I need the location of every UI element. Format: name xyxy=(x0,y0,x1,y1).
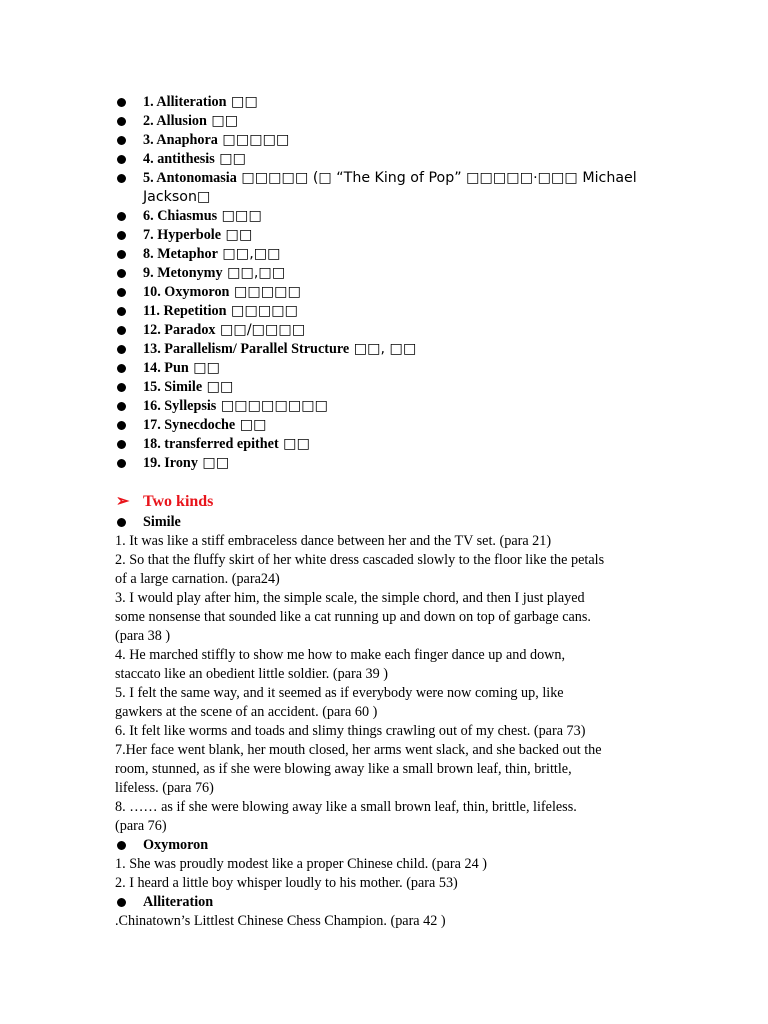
term-translation: □□ xyxy=(214,151,247,167)
term-label: 18. transferred epithet xyxy=(143,436,279,452)
term-item xyxy=(115,131,675,150)
group-title-alliteration xyxy=(115,893,655,912)
term-item xyxy=(115,112,675,131)
term-item xyxy=(115,150,675,169)
example-line: 2. I heard a little boy whisper loudly to his mother. (para 53) xyxy=(115,875,458,891)
example-line: room, stunned, as if she were blowing away like a small brown leaf, thin, brittle, xyxy=(115,761,572,777)
term-translation: □□□□□ xyxy=(226,303,299,319)
term-label: 2. Allusion xyxy=(143,113,207,129)
term-translation: □□□□□ (□ “The King of Pop” □□□□□·□□□ Michael Jackson□ xyxy=(143,170,637,205)
term-item xyxy=(115,283,675,302)
term-item xyxy=(115,226,675,245)
example-line: 2. So that the fluffy skirt of her white dress cascaded slowly to the floor like the petals xyxy=(115,552,605,568)
bullet-icon xyxy=(117,155,126,164)
example-line: staccato like an obedient little soldier. (para 39 ) xyxy=(115,666,389,682)
example-line: (para 76) xyxy=(115,818,167,834)
example-line: lifeless. (para 76) xyxy=(115,780,214,796)
example-line: 1. She was proudly modest like a proper Chinese child. (para 24 ) xyxy=(115,856,487,872)
term-translation: □□ xyxy=(202,379,234,395)
group-title-oxymoron xyxy=(115,836,655,855)
example-line: (para 38 ) xyxy=(115,628,171,644)
term-item xyxy=(115,340,675,359)
bullet-icon xyxy=(117,898,126,907)
bullet-icon xyxy=(117,250,126,259)
term-item xyxy=(115,378,675,397)
term-item xyxy=(115,245,675,264)
term-translation: □□,□□ xyxy=(217,246,281,262)
term-label: 3. Anaphora xyxy=(143,132,218,148)
term-label: 9. Metonymy xyxy=(143,265,223,281)
bullet-icon xyxy=(117,364,126,373)
term-label: 8. Metaphor xyxy=(143,246,218,262)
term-item xyxy=(115,169,675,207)
term-translation: □□□ xyxy=(217,208,262,224)
term-label: 14. Pun xyxy=(143,360,189,376)
term-label: 12. Paradox xyxy=(143,322,216,338)
term-label: 15. Simile xyxy=(143,379,203,395)
term-translation: □□□□□ xyxy=(217,132,290,148)
term-label: 13. Parallelism/ Parallel Structure xyxy=(143,341,350,357)
term-translation: □□ xyxy=(221,227,253,243)
term-item xyxy=(115,416,675,435)
bullet-icon xyxy=(117,269,126,278)
term-translation: □□ xyxy=(226,94,258,110)
example-line: gawkers at the scene of an accident. (para 60 ) xyxy=(115,704,378,720)
term-translation: □□ xyxy=(188,360,221,376)
term-label: 16. Syllepsis xyxy=(143,398,217,414)
term-label: 5. Antonomasia xyxy=(143,170,237,186)
term-translation: □□□□□□□□ xyxy=(216,398,329,414)
term-translation: □□, □□ xyxy=(349,341,417,357)
term-translation: □□ xyxy=(206,113,239,129)
section-heading: Two kinds xyxy=(143,493,214,510)
term-item xyxy=(115,93,675,112)
group-title: Oxymoron xyxy=(143,837,209,853)
bullet-icon xyxy=(117,174,126,183)
term-item xyxy=(115,302,675,321)
example-line: 5. I felt the same way, and it seemed as if everybody were now coming up, like xyxy=(115,685,564,701)
bullet-icon xyxy=(117,345,126,354)
bullet-icon xyxy=(117,421,126,430)
term-label: 17. Synecdoche xyxy=(143,417,236,433)
bullet-icon xyxy=(117,288,126,297)
term-translation: □□ xyxy=(197,455,230,471)
term-translation: □□□□□ xyxy=(229,284,301,300)
term-label: 11. Repetition xyxy=(143,303,227,319)
examples-section xyxy=(115,491,655,931)
bullet-icon xyxy=(117,231,126,240)
bullet-icon xyxy=(117,518,126,527)
group-title-simile xyxy=(115,513,655,532)
bullet-icon xyxy=(117,440,126,449)
bullet-icon xyxy=(117,326,126,335)
bullet-icon xyxy=(117,402,126,411)
term-item xyxy=(115,321,675,340)
term-translation: □□ xyxy=(235,417,267,433)
term-item xyxy=(115,454,675,473)
example-line: 4. He marched stiffly to show me how to make each finger dance up and down, xyxy=(115,647,566,663)
example-line: 7.Her face went blank, her mouth closed, her arms went slack, and she backed out the xyxy=(115,742,602,758)
term-item xyxy=(115,359,675,378)
arrow-bullet-icon: ➢ xyxy=(116,493,130,510)
group-title: Simile xyxy=(143,514,181,530)
bullet-icon xyxy=(117,136,126,145)
example-line: 3. I would play after him, the simple scale, the simple chord, and then I just played xyxy=(115,590,585,606)
bullet-icon xyxy=(117,841,126,850)
bullet-icon xyxy=(117,307,126,316)
term-translation: □□ xyxy=(278,436,310,452)
term-item xyxy=(115,207,675,226)
term-label: 4. antithesis xyxy=(143,151,215,167)
bullet-icon xyxy=(117,459,126,468)
section-heading-row xyxy=(115,491,655,513)
term-translation: □□/□□□□ xyxy=(215,322,306,338)
rhetoric-term-list xyxy=(115,93,675,473)
term-translation: □□,□□ xyxy=(222,265,286,281)
term-item xyxy=(115,264,675,283)
example-line: 1. It was like a stiff embraceless dance between her and the TV set. (para 21) xyxy=(115,533,552,549)
term-label: 6. Chiasmus xyxy=(143,208,218,224)
term-item xyxy=(115,397,675,416)
example-line: 8. …… as if she were blowing away like a small brown leaf, thin, brittle, lifeless. xyxy=(115,799,577,815)
example-line: of a large carnation. (para24) xyxy=(115,571,280,587)
example-line: 6. It felt like worms and toads and slimy things crawling out of my chest. (para 73) xyxy=(115,723,586,739)
bullet-icon xyxy=(117,212,126,221)
term-label: 10. Oxymoron xyxy=(143,284,230,300)
example-line: some nonsense that sounded like a cat running up and down on top of garbage cans. xyxy=(115,609,591,625)
group-title: Alliteration xyxy=(143,894,214,910)
bullet-icon xyxy=(117,98,126,107)
term-label: 7. Hyperbole xyxy=(143,227,222,243)
bullet-icon xyxy=(117,117,126,126)
term-item xyxy=(115,435,675,454)
bullet-icon xyxy=(117,383,126,392)
term-label: 19. Irony xyxy=(143,455,198,471)
example-line: .Chinatown’s Littlest Chinese Chess Champion. (para 42 ) xyxy=(115,913,446,929)
term-label: 1. Alliteration xyxy=(143,94,227,110)
